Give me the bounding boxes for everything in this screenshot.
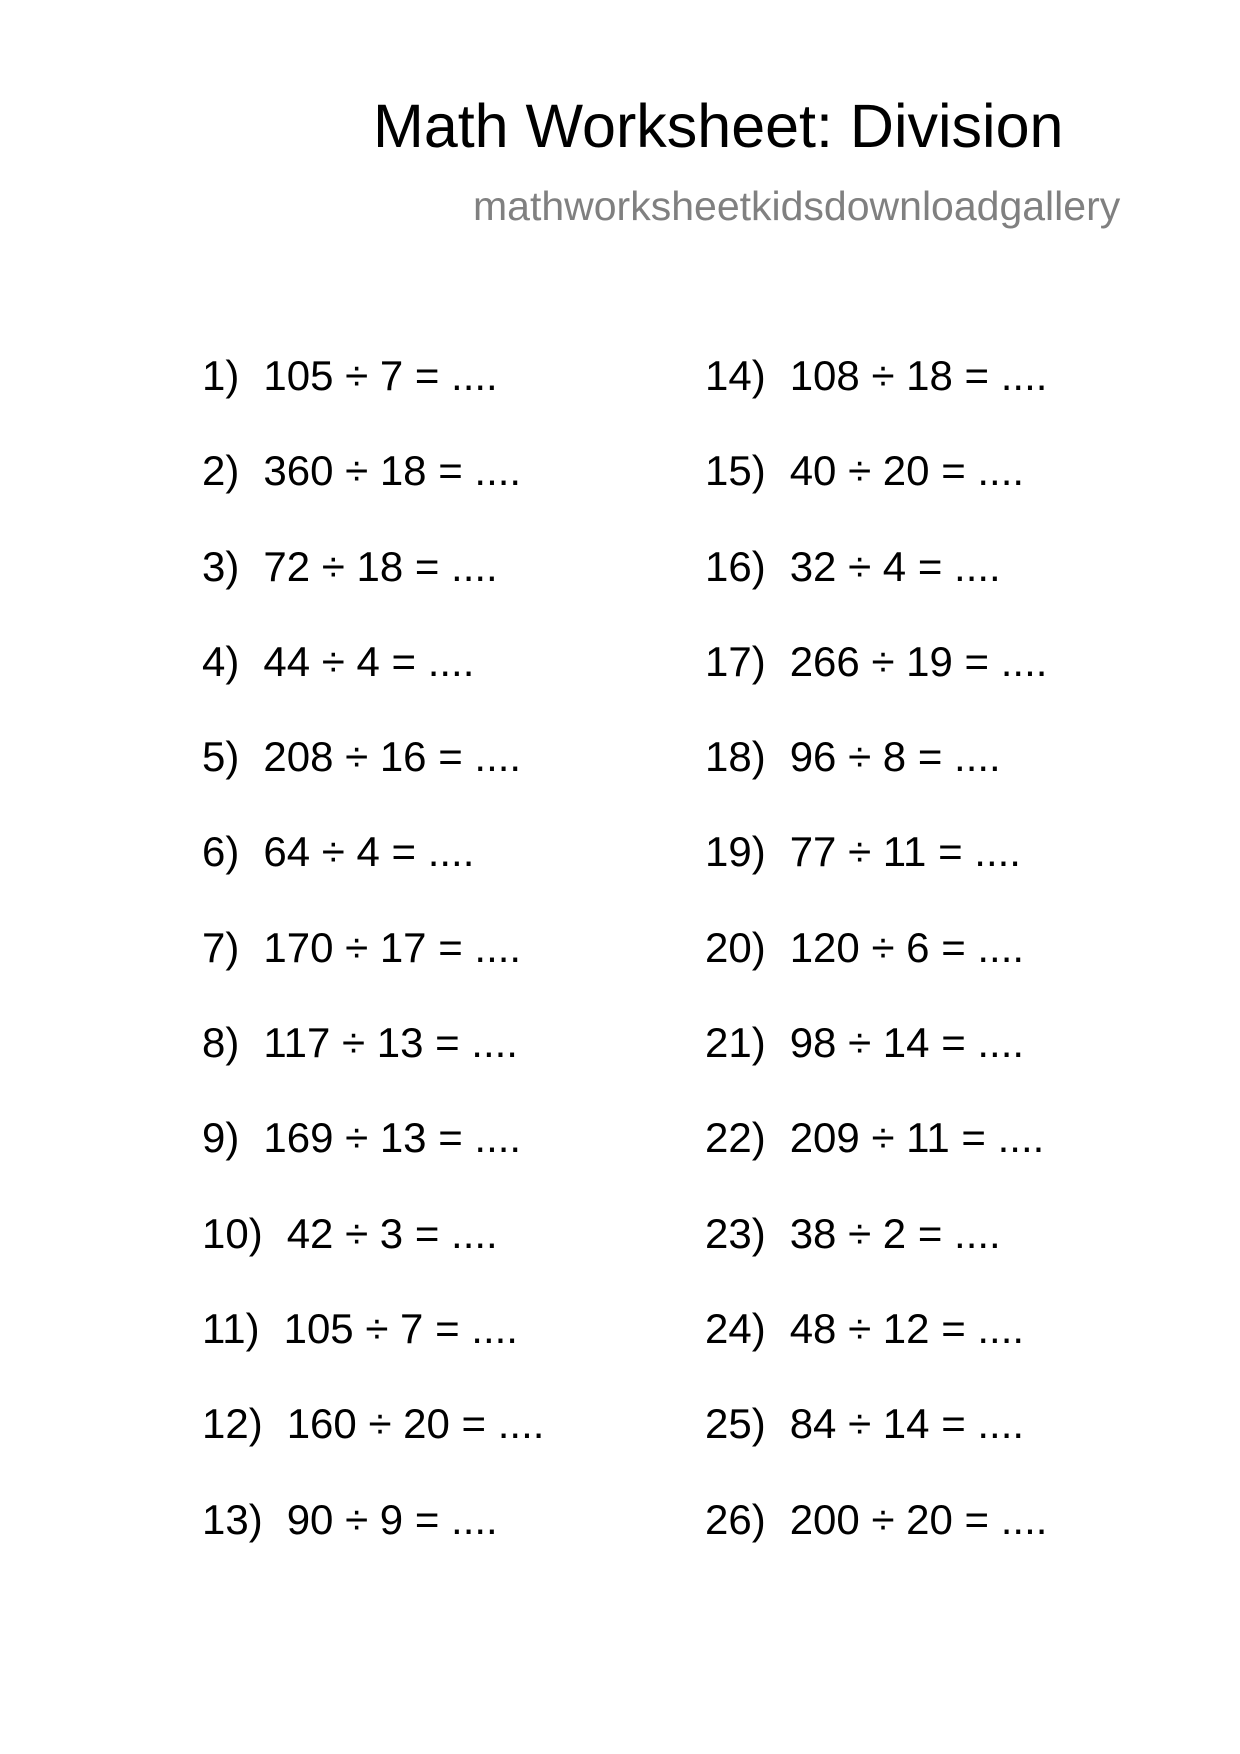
problem-item <box>705 447 1047 545</box>
problem-expression: 77 ÷ 11 = .... <box>789 828 1021 876</box>
problem-number: 9) <box>202 1114 240 1162</box>
problem-item <box>202 637 544 736</box>
problem-number: 16) <box>705 542 766 590</box>
problem-number: 8) <box>202 1019 240 1067</box>
problem-item <box>202 1019 544 1117</box>
problem-number: 23) <box>705 1209 766 1257</box>
problem-number: 1) <box>202 352 240 399</box>
problem-item <box>202 1400 545 1498</box>
problem-item <box>705 1400 1047 1498</box>
problem-expression: 209 ÷ 11 = .... <box>789 1114 1045 1162</box>
problem-expression: 360 ÷ 18 = .... <box>263 447 522 495</box>
problem-number: 18) <box>705 733 766 781</box>
page-title: Math Worksheet: Division <box>373 92 1064 160</box>
problem-item <box>202 828 544 926</box>
problem-item <box>705 828 1047 926</box>
problem-expression: 84 ÷ 14 = .... <box>789 1400 1025 1448</box>
problem-item <box>202 542 544 641</box>
problem-item <box>705 1495 1048 1594</box>
problem-expression: 266 ÷ 19 = .... <box>789 637 1048 685</box>
problem-item <box>202 1114 544 1212</box>
problem-item <box>705 1114 1047 1212</box>
problem-item <box>202 352 544 450</box>
problem-expression: 72 ÷ 18 = .... <box>263 542 498 590</box>
problem-number: 22) <box>705 1114 766 1162</box>
problem-expression: 48 ÷ 12 = .... <box>789 1304 1025 1352</box>
problem-number: 7) <box>202 923 240 971</box>
problem-expression: 169 ÷ 13 = .... <box>263 1114 522 1162</box>
problem-item <box>705 542 1047 641</box>
problem-number: 19) <box>705 828 766 876</box>
problem-item <box>705 733 1047 831</box>
problem-number: 6) <box>202 828 240 876</box>
problem-number: 20) <box>705 923 766 971</box>
problem-item <box>705 352 1048 450</box>
problem-expression: 32 ÷ 4 = .... <box>789 542 1001 590</box>
problem-expression: 200 ÷ 20 = .... <box>789 1495 1048 1543</box>
problem-expression: 117 ÷ 13 = .... <box>263 1019 518 1067</box>
problem-item <box>705 1209 1047 1308</box>
problem-item <box>705 637 1048 736</box>
problem-number: 2) <box>202 447 240 495</box>
problem-item <box>705 1304 1047 1403</box>
problem-expression: 44 ÷ 4 = .... <box>263 637 475 685</box>
problem-expression: 96 ÷ 8 = .... <box>789 733 1001 781</box>
problem-number: 3) <box>202 542 240 590</box>
page-subtitle: mathworksheetkidsdownloadgallery <box>473 183 1121 229</box>
problem-number: 15) <box>705 447 766 495</box>
problem-expression: 170 ÷ 17 = .... <box>263 923 522 971</box>
problem-expression: 98 ÷ 14 = .... <box>789 1019 1025 1067</box>
problem-expression: 160 ÷ 20 = .... <box>286 1400 545 1448</box>
problem-expression: 208 ÷ 16 = .... <box>263 733 522 781</box>
problem-item <box>202 1209 544 1308</box>
problem-expression: 40 ÷ 20 = .... <box>789 447 1025 495</box>
problem-expression: 120 ÷ 6 = .... <box>789 923 1025 971</box>
problem-number: 25) <box>705 1400 766 1448</box>
problem-expression: 64 ÷ 4 = .... <box>263 828 475 876</box>
problem-number: 11) <box>202 1304 260 1352</box>
problem-column-right <box>705 352 1048 1594</box>
problem-expression: 90 ÷ 9 = .... <box>286 1495 498 1543</box>
problem-number: 14) <box>705 352 766 399</box>
problem-item <box>202 1304 544 1403</box>
problem-number: 26) <box>705 1495 766 1543</box>
problem-expression: 42 ÷ 3 = .... <box>286 1209 498 1257</box>
problem-item <box>202 1495 544 1594</box>
problem-number: 4) <box>202 637 240 685</box>
problem-item <box>705 1019 1047 1117</box>
problem-expression: 38 ÷ 2 = .... <box>789 1209 1001 1257</box>
problem-number: 10) <box>202 1209 263 1257</box>
problem-number: 21) <box>705 1019 766 1067</box>
problem-number: 13) <box>202 1495 263 1543</box>
problem-item <box>202 733 544 831</box>
problem-column-left <box>202 352 545 1594</box>
problem-item <box>705 923 1047 1022</box>
problem-expression: 105 ÷ 7 = .... <box>263 352 498 399</box>
problem-number: 5) <box>202 733 240 781</box>
problem-expression: 105 ÷ 7 = .... <box>283 1304 518 1352</box>
problem-item <box>202 923 544 1022</box>
problem-number: 24) <box>705 1304 766 1352</box>
problem-number: 17) <box>705 637 766 685</box>
problem-expression: 108 ÷ 18 = .... <box>789 352 1048 399</box>
problem-number: 12) <box>202 1400 263 1448</box>
problem-item <box>202 447 544 545</box>
